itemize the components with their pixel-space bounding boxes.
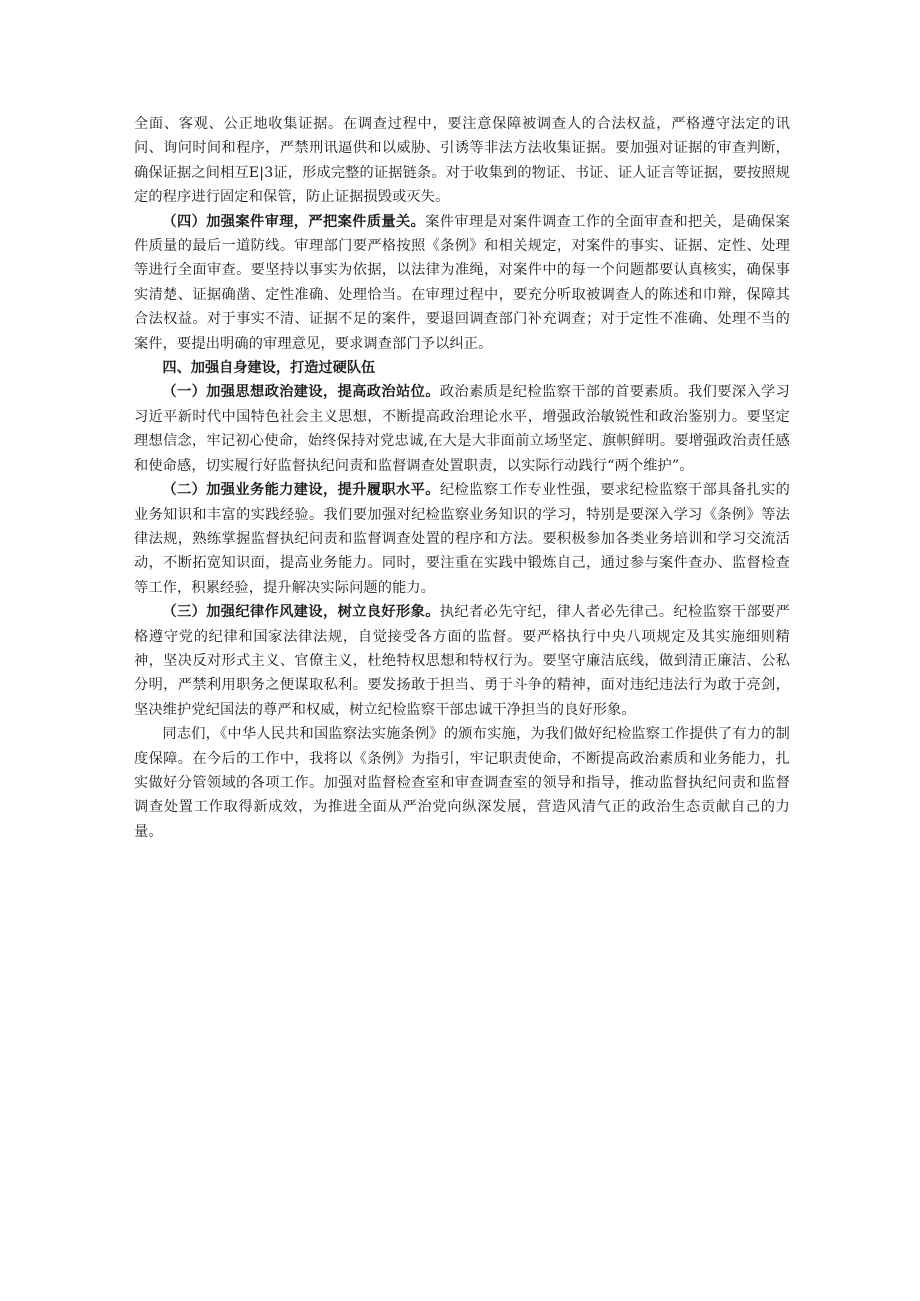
paragraph-lead-heading: （三）加强纪律作风建设，树立良好形象。 (162, 604, 440, 621)
paragraph-text: 全面、客观、公正地收集证据。在调查过程中，要注意保障被调查人的合法权益，严格遵守法定的讯问、询问时间和程序，严禁刑讯逼供和以威胁、引诱等非法方法收集证据。要加强对证据的审查判断，确保证据之间相互E|3证，形成完整的证据链条。对于收集到的物证、书证、证人证言等证据，要按照规定的程序进行固定和保管，防止证据损毁或灭失。 (134, 116, 790, 206)
paragraph-text: 同志们，《中华人民共和国监察法实施条例》的颁布实施，为我们做好纪检监察工作提供了有力的制度保障。在今后的工作中，我将以《条例》为指引，牢记职责使命，不断提高政治素质和业务能力，扎实做好分管领域的各项工作。加强对监督检查室和审查调查室的领导和指导，推动监督执纪问责和监督调查处置工作取得新成效，为推进全面从严治党向纵深发展，营造风清气正的政治生态贡献自己的力量。 (134, 726, 790, 840)
document-page (134, 112, 790, 844)
paragraph-case-review (134, 210, 790, 356)
paragraph-text: 纪检监察工作专业性强，要求纪检监察干部具备扎实的业务知识和丰富的实践经验。我们要加强对纪检监察业务知识的学习，特别是要深入学习《条例》等法律法规，熟练掌握监督执纪问责和监督调查处置的程序和方法。要积极参加各类业务培训和学习交流活动，不断拓宽知识面，提高业务能力。同时，要注重在实践中锻炼自己，通过参与案件查办、监督检查等工作，积累经验，提升解决实际问题的能力。 (134, 482, 790, 596)
section-heading-self-building: 四、加强自身建设，打造过硬队伍 (162, 360, 376, 377)
paragraph-text: 案件审理是对案件调查工作的全面审查和把关，是确保案件质量的最后一道防线。审理部门要严格按照《条例》和相关规定，对案件的事实、证据、定性、处理等进行全面审查。要坚持以事实为依据，以法律为准绳，对案件中的每一个问题都要认真核实，确保事实清楚、证据确凿、定性准确、处理恰当。在审理过程中，要充分听取被调查人的陈述和巾辩，保障其合法权益。对于事实不清、证据不足的案件，要退回调查部门补充调查；对于定性不准确、处理不当的案件，要提出明确的审理意见，要求调查部门予以纠正。 (134, 213, 790, 352)
paragraph-lead-heading: （二）加强业务能力建设，提升履职水平。 (162, 482, 440, 499)
paragraph-business-capability (134, 478, 790, 600)
paragraph-closing (134, 722, 790, 844)
paragraph-text: 执纪者必先守纪，律人者必先律己。纪检监察干部要严格遵守党的纪律和国家法律法规，自觉接受各方面的监督。要严格执行中央八项规定及其实施细则精神，坚决反对形式主义、官僚主义，杜绝特权思想和特权行为。要坚守廉洁底线，做到清正廉洁、公私分明，严禁利用职务之便谋取私利。要发扬敢于担当、勇于斗争的精神，面对违纪违法行为敢于亮剑，坚决维护党纪国法的尊严和权威，树立纪检监察干部忠诚干净担当的良好形象。 (134, 604, 790, 718)
paragraph-text: 政治素质是纪检监察干部的首要素质。我们要深入学习习近平新时代中国特色社会主义思想，不断提高政治理论水平，增强政治敏锐性和政治鉴别力。要坚定理想信念，牢记初心使命，始终保持对党忠诚,在大是大非面前立场坚定、旗帜鲜明。要增强政治责任感和使命感，切实履行好监督执纪问责和监督调查处置职责，以实际行动践行“两个维护”。 (134, 384, 790, 474)
paragraph-lead-heading: （一）加强思想政治建设，提高政治站位。 (162, 384, 440, 401)
paragraph-lead-heading: （四）加强案件审理，严把案件质量关。 (162, 213, 426, 230)
paragraph-discipline-style (134, 600, 790, 722)
paragraph-political-building (134, 380, 790, 478)
paragraph-evidence-collection (134, 112, 790, 210)
